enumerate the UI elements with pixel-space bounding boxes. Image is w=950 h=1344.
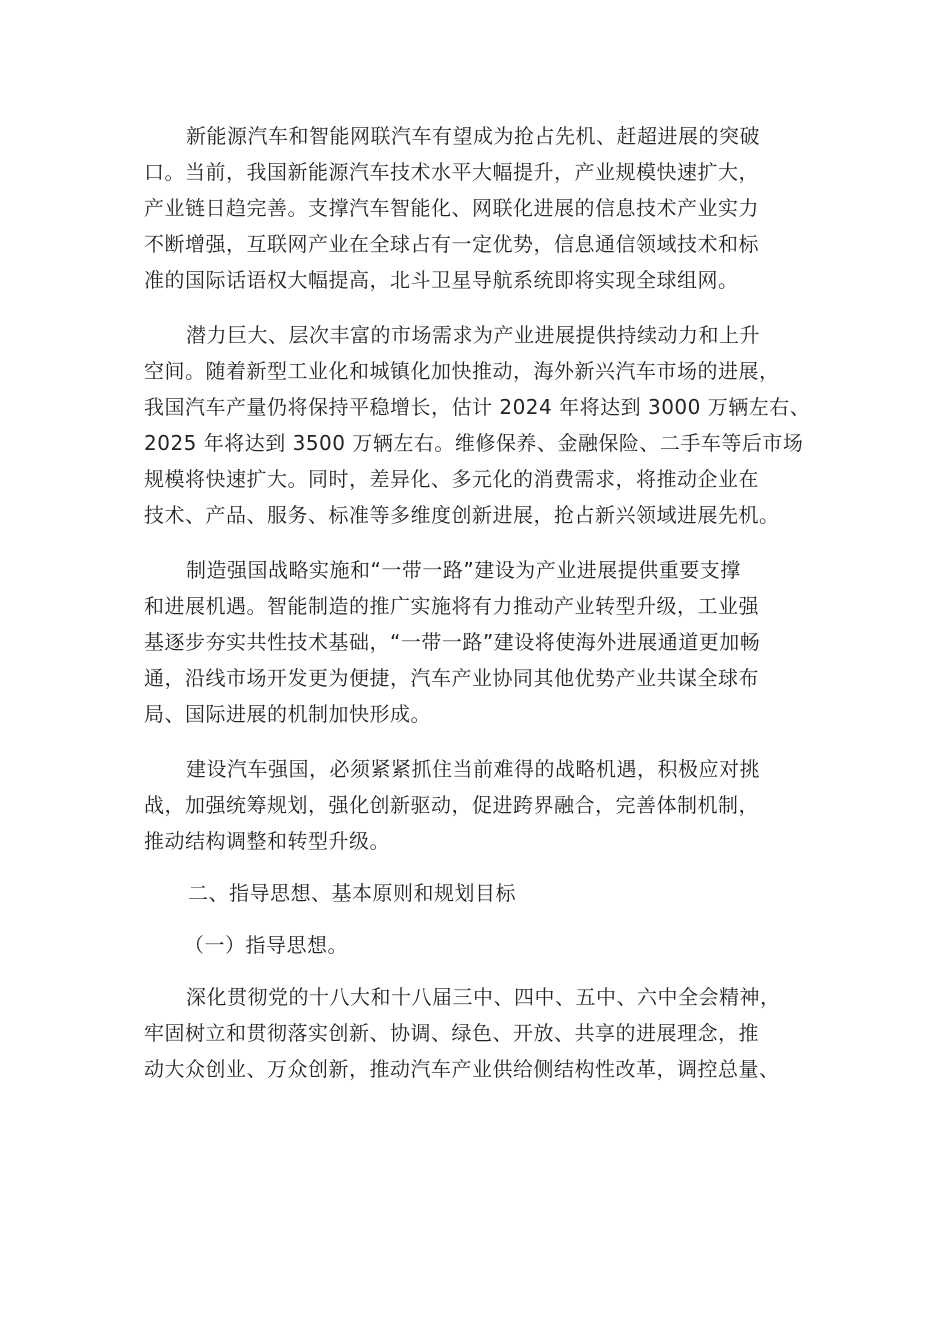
text-line: 准的国际话语权大幅提高，北斗卫星导航系统即将实现全球组网。 [144, 268, 739, 292]
text-line: 建设汽车强国，必须紧紧抓住当前难得的战略机遇，积极应对挑 [186, 757, 760, 781]
text-line: 空间。随着新型工业化和城镇化加快推动，海外新兴汽车市场的进展， [144, 359, 780, 383]
text-line: 规模将快速扩大。同时，差异化、多元化的消费需求，将推动企业在 [144, 467, 759, 491]
text-line: 制造强国战略实施和“一带一路”建设为产业进展提供重要支撑 [186, 558, 741, 582]
paragraph-spacer [144, 859, 806, 875]
text-line: 牢固树立和贯彻落实创新、协调、绿色、开放、共享的进展理念，推 [144, 1021, 759, 1045]
text-line: 推动结构调整和转型升级。 [144, 829, 390, 853]
paragraph-guiding-thought [144, 979, 806, 1087]
text-line: 不断增强，互联网产业在全球占有一定优势，信息通信领域技术和标 [144, 232, 759, 256]
sub-heading: （一）指导思想。 [184, 933, 348, 957]
paragraph-belt-and-road [144, 552, 806, 732]
text-line: 技术、产品、服务、标准等多维度创新进展，抢占新兴领域进展先机。 [144, 503, 780, 527]
section-heading: 二、指导思想、基本原则和规划目标 [188, 881, 516, 905]
text-line: 局、国际进展的机制加快形成。 [144, 702, 431, 726]
text-line: 深化贯彻党的十八大和十八届三中、四中、五中、六中全会精神， [186, 985, 781, 1009]
text-line: 我国汽车产量仍将保持平稳增长，估计 2024 年将达到 3000 万辆左右、 [144, 395, 811, 419]
text-line: 和进展机遇。智能制造的推广实施将有力推动产业转型升级，工业强 [144, 594, 759, 618]
text-line: 口。当前，我国新能源汽车技术水平大幅提升，产业规模快速扩大， [144, 160, 759, 184]
paragraph-spacer [144, 732, 806, 751]
text-line: 通，沿线市场开发更为便捷，汽车产业协同其他优势产业共谋全球布 [144, 666, 759, 690]
paragraph-breakthrough [144, 118, 806, 298]
paragraph-spacer [144, 298, 806, 317]
text-line: 基逐步夯实共性技术基础，“一带一路”建设将使海外进展通道更加畅 [144, 630, 761, 654]
text-line: 战，加强统筹规划，强化创新驱动，促进跨界融合，完善体制机制， [144, 793, 759, 817]
paragraph-market-demand [144, 317, 811, 533]
text-line: 新能源汽车和智能网联汽车有望成为抢占先机、赶超进展的突破 [186, 124, 760, 148]
text-line: 产业链日趋完善。支撑汽车智能化、网联化进展的信息技术产业实力 [144, 196, 759, 220]
text-line: 2025 年将达到 3500 万辆左右。维修保养、金融保险、二手车等后市场 [144, 431, 804, 455]
text-line: 潜力巨大、层次丰富的市场需求为产业进展提供持续动力和上升 [186, 323, 760, 347]
paragraph-spacer [144, 911, 806, 927]
paragraph-spacer [144, 533, 806, 552]
paragraph-auto-power [144, 751, 806, 859]
paragraph-spacer [144, 963, 806, 979]
document-page [144, 118, 811, 1087]
text-line: 动大众创业、万众创新，推动汽车产业供给侧结构性改革，调控总量、 [144, 1057, 780, 1081]
